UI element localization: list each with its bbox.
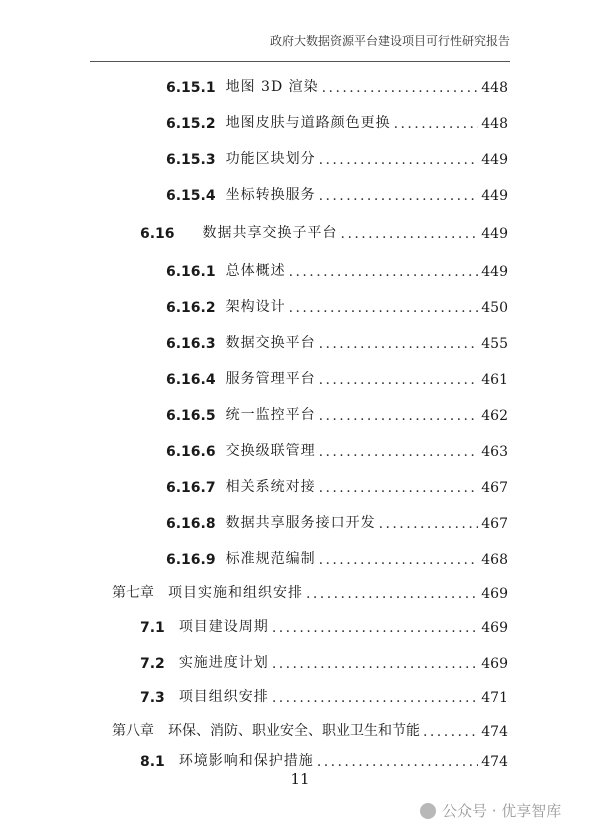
toc-entry[interactable] — [140, 218, 508, 242]
toc-leader-dots — [319, 188, 479, 204]
toc-entry-page: 468 — [481, 552, 508, 568]
toc-entry-title: 统一监控平台 — [225, 407, 316, 423]
toc-entry-page: 449 — [481, 188, 508, 204]
toc-entry-title: 数据共享交换子平台 — [202, 225, 338, 241]
toc-entry-page: 467 — [481, 516, 508, 532]
toc-entry-number: 6.16.5 — [166, 408, 216, 424]
toc-entry-number: 6.16.4 — [166, 372, 216, 388]
toc-entry-title: 数据交换平台 — [225, 335, 316, 351]
toc-entry-title: 实施进度计划 — [178, 655, 269, 671]
toc-leader-dots — [423, 724, 478, 740]
toc-entry[interactable] — [166, 180, 508, 204]
toc-chapter-entry[interactable] — [112, 716, 508, 740]
toc-entry-title: 项目实施和组织安排 — [168, 585, 303, 601]
toc-entry-number: 6.16.8 — [166, 516, 216, 532]
toc-leader-dots — [272, 620, 478, 636]
toc-entry-page: 455 — [481, 336, 508, 352]
toc-entry[interactable] — [166, 436, 508, 460]
toc-entry-page: 462 — [481, 408, 508, 424]
toc-entry-title: 服务管理平台 — [225, 371, 316, 387]
toc-entry-number: 6.16.6 — [166, 444, 216, 460]
toc-entry-number: 6.15.4 — [166, 188, 216, 204]
toc-entry-page: 474 — [481, 724, 508, 740]
toc-entry[interactable] — [166, 364, 508, 388]
toc-leader-dots — [317, 754, 478, 770]
toc-entry[interactable] — [166, 328, 508, 352]
toc-entry-number: 6.15.1 — [166, 80, 216, 96]
toc-entry[interactable] — [166, 400, 508, 424]
page-number: 11 — [290, 770, 310, 788]
toc-entry-number: 6.16.2 — [166, 300, 216, 316]
toc-entry-page: 449 — [481, 226, 508, 242]
toc-entry-title: 功能区块划分 — [225, 151, 316, 167]
toc-entry-title: 地图皮肤与道路颜色更换 — [225, 115, 391, 131]
toc-entry-page: 467 — [481, 480, 508, 496]
toc-entry-page: 463 — [481, 444, 508, 460]
toc-entry[interactable] — [140, 648, 508, 672]
toc-chapter-entry[interactable] — [112, 578, 508, 602]
toc-entry-page: 461 — [481, 372, 508, 388]
toc-entry-number: 6.16 — [140, 226, 175, 242]
toc-entry[interactable] — [166, 72, 508, 96]
toc-leader-dots — [322, 80, 479, 96]
toc-leader-dots — [306, 586, 478, 602]
toc-entry-number: 7.1 — [140, 620, 165, 636]
toc-entry-page: 471 — [481, 690, 508, 706]
toc-entry[interactable] — [166, 292, 508, 316]
toc-entry-title: 数据共享服务接口开发 — [225, 515, 376, 531]
toc-entry-number: 6.16.9 — [166, 552, 216, 568]
toc-entry-page: 449 — [481, 152, 508, 168]
toc-entry[interactable] — [140, 612, 508, 636]
toc-entry-page: 469 — [481, 656, 508, 672]
watermark — [420, 800, 561, 821]
toc-entry-title: 环保、消防、职业安全、职业卫生和节能 — [168, 723, 420, 739]
toc-leader-dots — [319, 336, 479, 352]
toc-entry-number: 6.16.7 — [166, 480, 216, 496]
toc-entry[interactable] — [166, 144, 508, 168]
toc-entry-page: 474 — [481, 754, 508, 770]
toc-leader-dots — [319, 408, 479, 424]
toc-entry-title: 总体概述 — [225, 263, 286, 279]
toc-leader-dots — [319, 444, 479, 460]
toc-leader-dots — [272, 690, 478, 706]
toc-entry-page: 449 — [481, 264, 508, 280]
wechat-icon — [420, 803, 436, 819]
toc-leader-dots — [319, 152, 479, 168]
toc-entry-title: 项目组织安排 — [178, 689, 269, 705]
toc-entry-title: 架构设计 — [225, 299, 286, 315]
toc-entry[interactable] — [166, 544, 508, 568]
toc-entry-number: 6.15.3 — [166, 152, 216, 168]
toc-leader-dots — [289, 264, 479, 280]
toc-entry-number: 6.15.2 — [166, 116, 216, 132]
toc-entry[interactable] — [140, 746, 508, 770]
toc-entry-title: 环境影响和保护措施 — [178, 753, 314, 769]
toc-entry-page: 450 — [481, 300, 508, 316]
toc-entry-title: 交换级联管理 — [225, 443, 316, 459]
toc-entry-number: 6.16.1 — [166, 264, 216, 280]
toc-entry-page: 448 — [481, 80, 508, 96]
toc-entry-title: 相关系统对接 — [225, 479, 316, 495]
toc-leader-dots — [319, 480, 479, 496]
toc-entry-title: 坐标转换服务 — [225, 187, 316, 203]
toc-entry-title: 标准规范编制 — [225, 551, 316, 567]
toc-entry-title: 地图 3D 渲染 — [225, 79, 319, 95]
toc-entry-number: 8.1 — [140, 754, 165, 770]
toc-entry-number: 6.16.3 — [166, 336, 216, 352]
toc-leader-dots — [319, 552, 479, 568]
toc-chapter-number: 第七章 — [112, 585, 154, 601]
toc-entry[interactable] — [166, 508, 508, 532]
toc-entry[interactable] — [166, 472, 508, 496]
toc-entry-title: 项目建设周期 — [178, 619, 269, 635]
toc-entry[interactable] — [140, 682, 508, 706]
toc-chapter-number: 第八章 — [112, 723, 154, 739]
toc-entry[interactable] — [166, 256, 508, 280]
toc-leader-dots — [319, 372, 479, 388]
toc-leader-dots — [379, 516, 479, 532]
toc-leader-dots — [272, 656, 478, 672]
toc-entry-number: 7.2 — [140, 656, 165, 672]
toc-entry-number: 7.3 — [140, 690, 165, 706]
toc-leader-dots — [289, 300, 479, 316]
toc-entry[interactable] — [166, 108, 508, 132]
toc-entry-page: 469 — [481, 586, 508, 602]
toc-entry-page: 448 — [481, 116, 508, 132]
toc-leader-dots — [341, 226, 479, 242]
toc-leader-dots — [394, 116, 479, 132]
running-header: 政府大数据资源平台建设项目可行性研究报告 — [269, 34, 510, 48]
watermark-text: 公众号 · 优享智库 — [442, 802, 562, 820]
toc-entry-page: 469 — [481, 620, 508, 636]
